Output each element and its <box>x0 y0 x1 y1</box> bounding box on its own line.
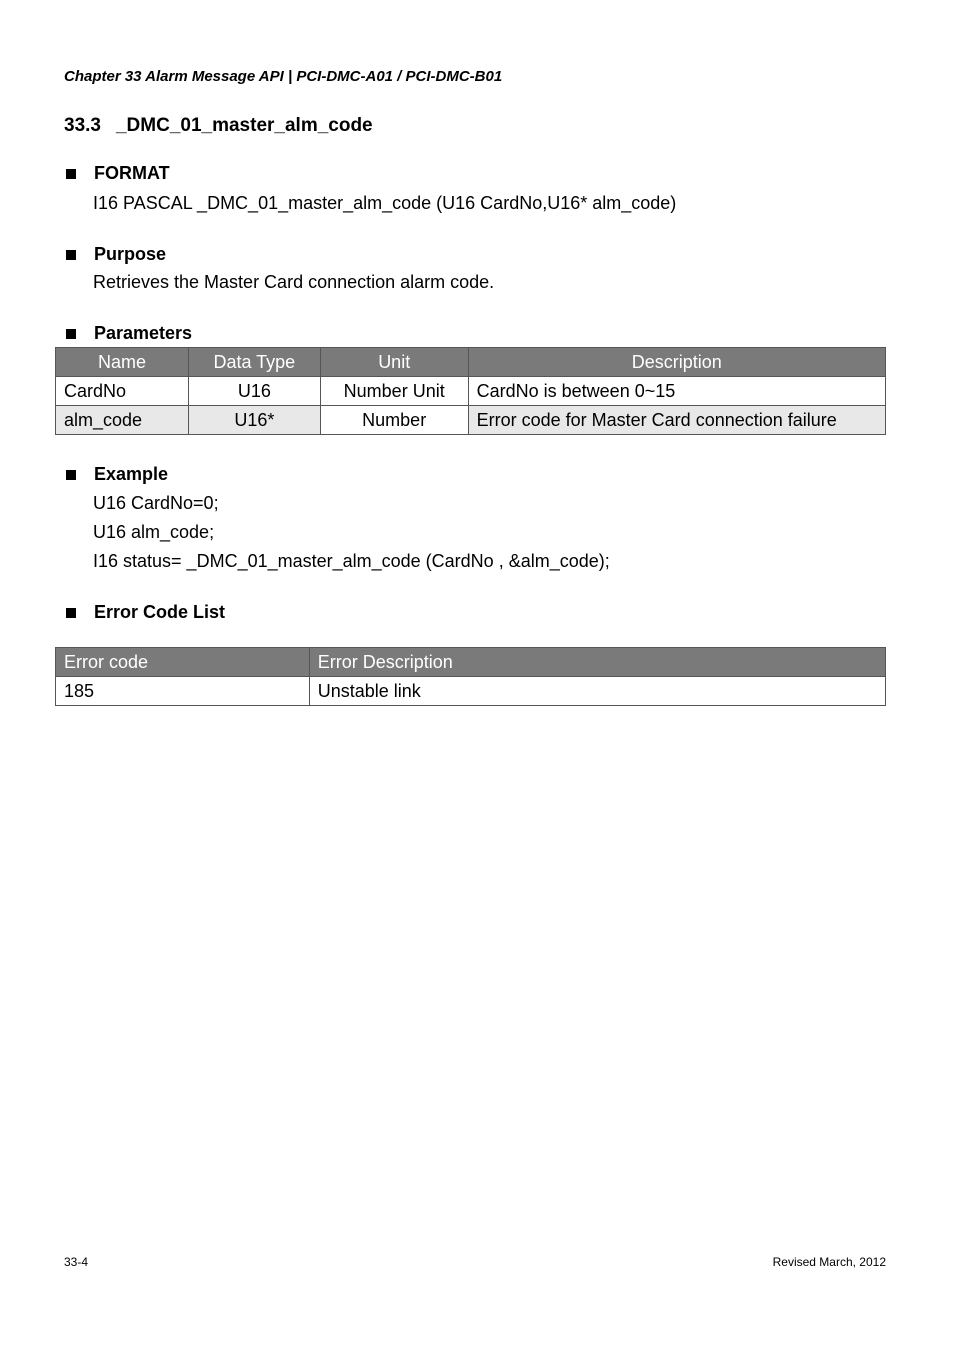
example-heading-label: Example <box>94 464 169 484</box>
table-cell: CardNo is between 0~15 <box>468 377 885 406</box>
square-bullet-icon <box>66 169 76 179</box>
error-code-table <box>55 647 886 706</box>
table-cell: Error code for Master Card connection failure <box>468 406 885 435</box>
example-line: U16 CardNo=0; <box>93 493 219 513</box>
table-cell: U16* <box>188 406 320 435</box>
example-line: U16 alm_code; <box>93 522 215 542</box>
table-header-row <box>56 348 886 377</box>
purpose-text: Retrieves the Master Card connection alarm code. <box>93 272 495 292</box>
square-bullet-icon <box>66 470 76 480</box>
error-code-heading <box>64 602 225 623</box>
column-header: Name <box>56 348 189 377</box>
page-number: 33-4 <box>64 1255 89 1269</box>
table-row <box>56 406 886 435</box>
section-number: 33.3 <box>64 115 101 136</box>
table-cell: 185 <box>56 677 310 706</box>
table-cell: alm_code <box>56 406 189 435</box>
column-header: Description <box>468 348 885 377</box>
chapter-header: Chapter 33 Alarm Message API | PCI-DMC-A01 / PCI-DMC-B01 <box>64 68 503 85</box>
format-heading-label: FORMAT <box>94 163 170 183</box>
revision-date: Revised March, 2012 <box>772 1255 886 1269</box>
table-cell: Number Unit <box>320 377 468 406</box>
column-header: Unit <box>320 348 468 377</box>
table-cell: U16 <box>188 377 320 406</box>
example-heading <box>64 464 168 485</box>
column-header: Error Description <box>309 648 885 677</box>
error-code-heading-label: Error Code List <box>94 602 226 622</box>
parameters-heading <box>64 323 192 344</box>
column-header: Error code <box>56 648 310 677</box>
purpose-heading-label: Purpose <box>94 244 167 264</box>
square-bullet-icon <box>66 608 76 618</box>
table-row <box>56 677 886 706</box>
example-line: I16 status= _DMC_01_master_alm_code (CardNo , &alm_code); <box>93 551 610 571</box>
table-row <box>56 377 886 406</box>
table-header-row <box>56 648 886 677</box>
purpose-heading <box>64 244 166 265</box>
table-cell: CardNo <box>56 377 189 406</box>
parameters-heading-label: Parameters <box>94 323 193 343</box>
table-cell: Number <box>320 406 468 435</box>
square-bullet-icon <box>66 250 76 260</box>
section-name: _DMC_01_master_alm_code <box>115 115 373 136</box>
format-heading <box>64 163 170 184</box>
format-text: I16 PASCAL _DMC_01_master_alm_code (U16 CardNo,U16* alm_code) <box>93 193 677 213</box>
table-cell: Unstable link <box>309 677 885 706</box>
section-title <box>64 115 373 137</box>
square-bullet-icon <box>66 329 76 339</box>
parameters-table <box>55 347 886 435</box>
column-header: Data Type <box>188 348 320 377</box>
